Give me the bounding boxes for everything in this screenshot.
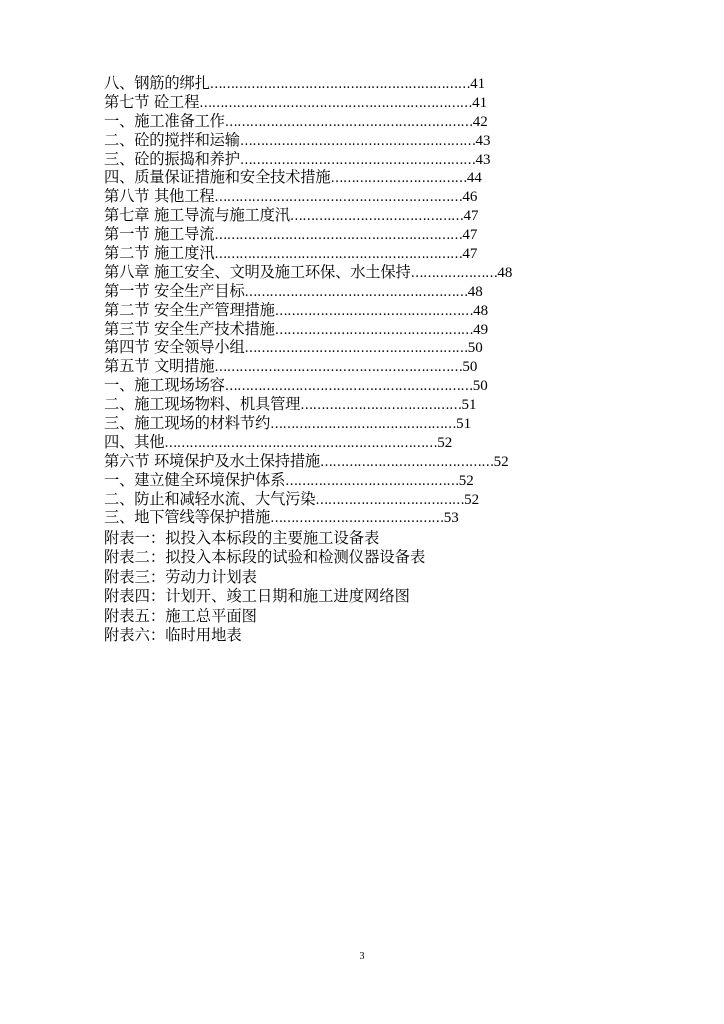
toc-entry-leader: …………………………………………: [274, 322, 474, 338]
toc-entry-page: 43: [475, 132, 491, 149]
toc-entry-title: 第二节 安全生产管理措施: [104, 300, 275, 319]
toc-entry[interactable]: [104, 93, 624, 112]
toc-entry-page: 50: [467, 340, 483, 357]
toc-entry-page: 50: [462, 359, 478, 376]
toc-entry-title: 第一节 安全生产目标: [104, 281, 245, 300]
toc-entry[interactable]: [104, 490, 624, 509]
toc-entry-page: 48: [473, 302, 489, 319]
toc-entry-page: 52: [493, 453, 509, 470]
toc-entry[interactable]: [104, 508, 624, 527]
toc-entry-leader: …………………………………………: [274, 303, 474, 319]
toc-entry-page: 52: [437, 434, 453, 451]
toc-entry-leader: …………………………………………………: [239, 133, 476, 149]
toc-entry[interactable]: [104, 433, 624, 452]
toc-entry-page: 51: [456, 416, 472, 433]
appendix-list: [104, 529, 425, 645]
toc-entry-leader: ……………………………………: [289, 209, 464, 225]
toc-entry-title: 第一节 施工导流: [104, 225, 215, 244]
toc-entry[interactable]: [104, 301, 624, 320]
toc-entry[interactable]: [104, 225, 624, 244]
toc-entry-page: 52: [458, 472, 474, 489]
toc-entry[interactable]: [104, 131, 624, 150]
toc-entry-leader: ………………………………………: [270, 417, 457, 433]
toc-entry-title: 第八章 施工安全、文明及施工环保、水土保持: [104, 262, 411, 281]
toc-entry[interactable]: [104, 414, 624, 433]
toc-entry-page: 50: [472, 378, 488, 395]
toc-entry-title: 第二节 施工度汛: [104, 244, 215, 263]
toc-entry[interactable]: [104, 376, 624, 395]
appendix-item: 附表二：拟投入本标段的试验和检测仪器设备表: [104, 548, 426, 567]
toc-entry-page: 41: [470, 76, 486, 92]
toc-entry-leader: ……………………………………: [270, 511, 444, 527]
toc-entry-title: 四、质量保证措施和安全技术措施: [104, 168, 331, 187]
toc-entry[interactable]: [104, 168, 624, 187]
toc-entry[interactable]: [104, 395, 624, 414]
toc-entry[interactable]: [104, 187, 624, 206]
appendix-item: 附表四：计划开、竣工日期和施工进度网络图: [104, 587, 410, 606]
toc-entry-page: 47: [462, 227, 478, 244]
toc-entry[interactable]: [104, 206, 624, 225]
toc-entry-title: 二、防止和减轻水流、大气污染: [104, 489, 316, 508]
toc-entry-title: 第七节 砼工程: [104, 92, 200, 111]
toc-entry[interactable]: [104, 282, 624, 301]
toc-entry-leader: ……………………………: [330, 171, 467, 187]
toc-entry-page: 53: [443, 510, 459, 527]
toc-entry[interactable]: [104, 150, 624, 169]
toc-entry-leader: ………………………………………………………: [209, 77, 471, 92]
toc-entry-title: 第七章 施工导流与施工度汛: [104, 206, 290, 225]
toc-entry-title: 三、施工现场的材料节约: [104, 414, 271, 433]
toc-entry-title: 第三节 安全生产技术措施: [104, 319, 275, 338]
toc-entry-leader: ……………………………………………………: [224, 379, 473, 395]
toc-entry-leader: ………………………………………………: [244, 341, 468, 357]
toc-entry[interactable]: [104, 74, 624, 93]
toc-entry-leader: …………………………………………………………: [164, 435, 438, 451]
toc-entry-leader: ……………………………………………………: [214, 247, 463, 263]
table-of-contents: [104, 74, 624, 527]
toc-entry-title: 第八节 其他工程: [104, 187, 215, 206]
toc-entry-page: 42: [472, 113, 488, 130]
toc-entry-page: 48: [497, 264, 513, 281]
appendix-item: 附表六：临时用地表: [104, 625, 242, 644]
toc-entry-leader: ……………………………………: [320, 454, 494, 470]
appendix-item: 附表三：劳动力计划表: [104, 567, 257, 586]
toc-entry-leader: ……………………………………………………: [224, 114, 473, 130]
toc-entry-page: 41: [472, 94, 488, 111]
toc-entry-title: 一、建立健全环境保护体系: [104, 470, 286, 489]
appendix-item: 附表五：施工总平面图: [104, 606, 257, 625]
toc-entry-title: 三、砼的振捣和养护: [104, 149, 240, 168]
toc-entry-page: 47: [462, 246, 478, 263]
toc-entry-title: 三、地下管线等保护措施: [104, 508, 271, 527]
toc-entry-title: 八、钢筋的绑扎: [104, 74, 210, 92]
toc-entry[interactable]: [104, 320, 624, 339]
toc-entry-page: 49: [473, 321, 489, 338]
toc-entry[interactable]: [104, 338, 624, 357]
toc-entry-page: 44: [466, 170, 482, 187]
toc-entry-page: 46: [462, 189, 478, 206]
toc-entry-title: 第五节 文明措施: [104, 357, 215, 376]
toc-entry-page: 52: [464, 491, 480, 508]
toc-entry[interactable]: [104, 357, 624, 376]
toc-entry-leader: …………………: [410, 265, 498, 281]
toc-entry-page: 51: [461, 397, 477, 414]
toc-entry-page: 48: [467, 283, 483, 300]
toc-entry[interactable]: [104, 263, 624, 282]
appendix-item: 附表一：拟投入本标段的主要施工设备表: [104, 529, 380, 547]
toc-entry-page: 43: [475, 151, 491, 168]
toc-entry-title: 一、施工现场场容: [104, 376, 225, 395]
toc-entry-leader: ………………………………………………: [244, 284, 468, 300]
toc-entry-title: 第六节 环境保护及水土保持措施: [104, 451, 321, 470]
toc-entry-leader: ………………………………: [315, 492, 465, 508]
toc-entry-title: 二、砼的搅拌和运输: [104, 130, 240, 149]
toc-entry[interactable]: [104, 244, 624, 263]
toc-entry[interactable]: [104, 471, 624, 490]
toc-entry-title: 二、施工现场物料、机具管理: [104, 395, 301, 414]
toc-entry-page: 47: [463, 208, 479, 225]
toc-entry[interactable]: [104, 452, 624, 471]
toc-entry-leader: ……………………………………: [285, 473, 459, 489]
toc-entry-leader: …………………………………: [300, 398, 462, 414]
toc-entry-title: 一、施工准备工作: [104, 111, 225, 130]
toc-entry[interactable]: [104, 112, 624, 131]
toc-entry-leader: ……………………………………………………: [214, 360, 463, 376]
toc-entry-leader: …………………………………………………: [239, 152, 476, 168]
toc-entry-title: 四、其他: [104, 432, 165, 451]
toc-entry-leader: ……………………………………………………: [214, 190, 463, 206]
toc-entry-title: 第四节 安全领导小组: [104, 338, 245, 357]
toc-entry-leader: ……………………………………………………: [214, 228, 463, 244]
toc-entry-leader: …………………………………………………………: [199, 95, 473, 111]
page-number: 3: [359, 951, 365, 962]
